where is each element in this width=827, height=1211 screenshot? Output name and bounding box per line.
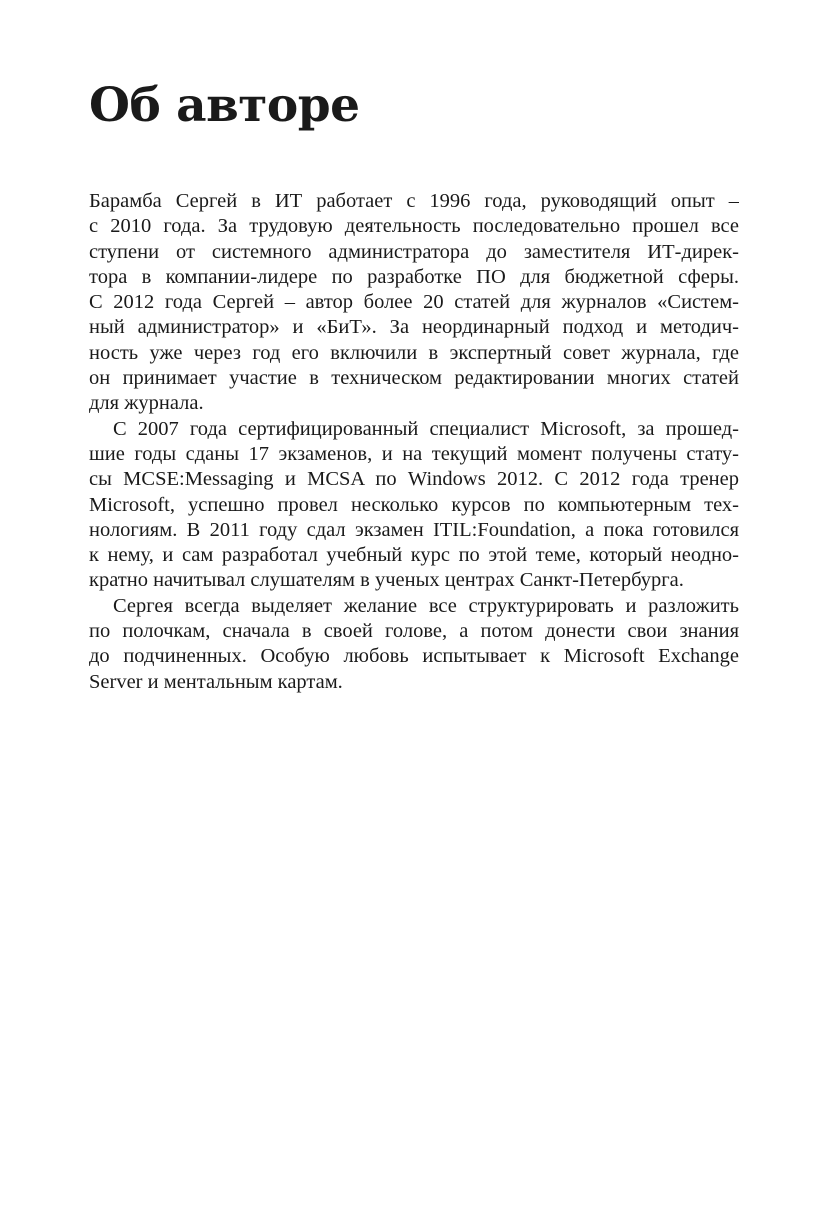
text-line: ность уже через год его включили в экспертный совет журнала, где	[89, 341, 739, 364]
text-line: С 2007 года сертифицированный специалист Microsoft, за прошед-	[113, 417, 739, 440]
body-text	[89, 189, 739, 695]
text-line: ступени от системного администратора до заместителя ИТ-дирек-	[89, 240, 739, 263]
paragraph-1	[89, 189, 739, 417]
paragraph-2	[89, 417, 739, 594]
text-line: с 2010 года. За трудовую деятельность последовательно прошел все	[89, 215, 739, 238]
text-line: шие годы сданы 17 экзаменов, и на текущий момент получены стату-	[89, 442, 739, 465]
text-line: тора в компании-лидере по разработке ПО для бюджетной сферы.	[89, 265, 739, 288]
text-line: Барамба Сергей в ИТ работает с 1996 года, руководящий опыт –	[89, 190, 739, 212]
text-line: для журнала.	[89, 392, 204, 415]
text-line: до подчиненных. Особую любовь испытывает к Microsoft Exchange	[89, 645, 739, 668]
text-line: нологиям. В 2011 году сдал экзамен ITIL:Foundation, а пока готовился	[89, 518, 739, 541]
page-title: Об авторе	[89, 78, 360, 133]
text-line: ный администратор» и «БиТ». За неординарный подход и методич-	[89, 316, 739, 339]
paragraph-3	[89, 594, 739, 695]
text-line: Сергея всегда выделяет желание все структурировать и разложить	[113, 594, 739, 617]
text-line: кратно начитывал слушателям в ученых центрах Санкт-Петербурга.	[89, 569, 684, 592]
text-line: Server и ментальным картам.	[89, 670, 343, 693]
text-line: сы MCSE:Messaging и MCSA по Windows 2012. С 2012 года тренер	[89, 468, 739, 491]
text-line: к нему, и сам разработал учебный курс по этой теме, который неодно-	[89, 544, 739, 567]
text-line: по полочкам, сначала в своей голове, а потом донести свои знания	[89, 620, 739, 643]
text-line: он принимает участие в техническом редактировании многих статей	[89, 367, 739, 390]
text-line: С 2012 года Сергей – автор более 20 статей для журналов «Систем-	[89, 291, 739, 314]
text-line: Microsoft, успешно провел несколько курсов по компьютерным тех-	[89, 493, 739, 516]
